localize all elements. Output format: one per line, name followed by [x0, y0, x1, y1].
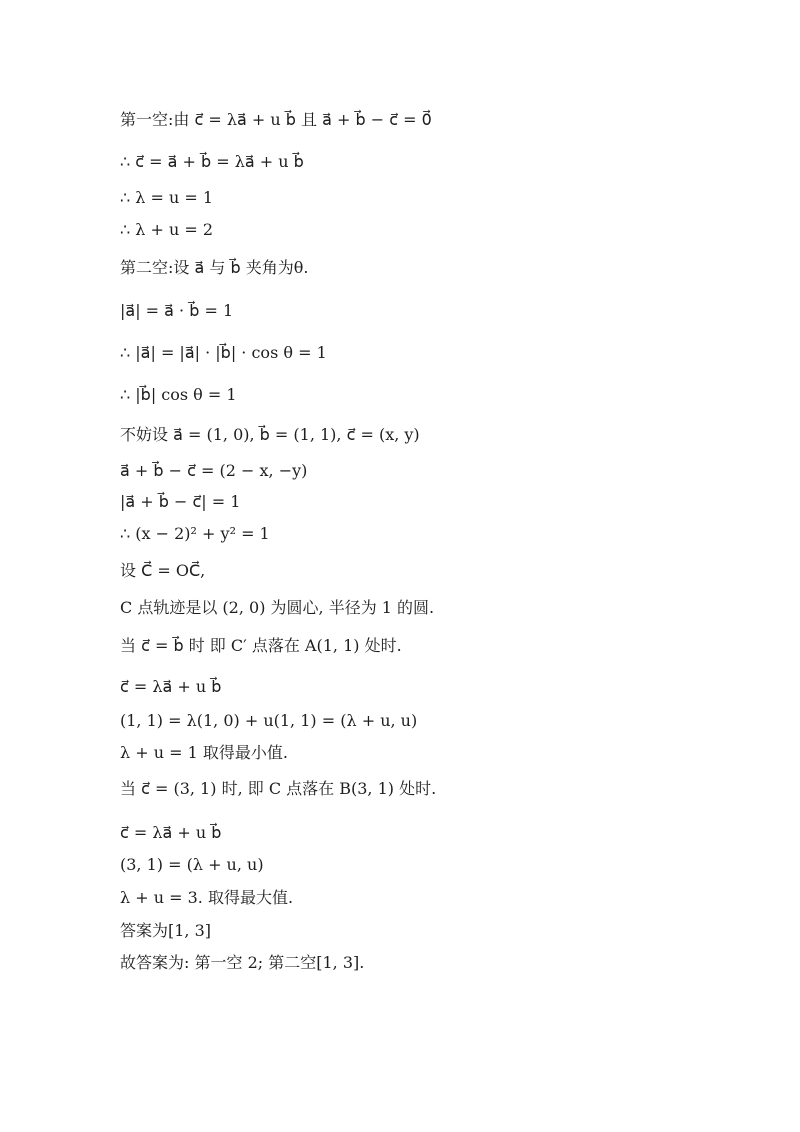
solution-line-22: λ + u = 3. 取得最大值. [120, 888, 294, 907]
solution-line-13: 设 C⃗ = OC⃗, [120, 561, 206, 580]
solution-line-18: λ + u = 1 取得最小值. [120, 743, 288, 762]
solution-line-2: ∴ c⃗ = a⃗ + b⃗ = λa⃗ + u b⃗ [120, 152, 304, 171]
solution-line-7: ∴ |a⃗| = |a⃗| · |b⃗| · cos θ = 1 [120, 343, 327, 362]
solution-line-19: 当 c⃗ = (3, 1) 时, 即 C 点落在 B(3, 1) 处时. [120, 779, 437, 798]
solution-line-9: 不妨设 a⃗ = (1, 0), b⃗ = (1, 1), c⃗ = (x, y) [120, 425, 420, 444]
solution-line-5: 第二空:设 a⃗ 与 b⃗ 夹角为θ. [120, 258, 309, 277]
solution-line-14: C 点轨迹是以 (2, 0) 为圆心, 半径为 1 的圆. [120, 598, 435, 617]
solution-line-10: a⃗ + b⃗ − c⃗ = (2 − x, −y) [120, 461, 308, 480]
solution-line-24: 故答案为: 第一空 2; 第二空[1, 3]. [120, 953, 365, 972]
solution-line-11: |a⃗ + b⃗ − c⃗| = 1 [120, 492, 241, 511]
solution-line-12: ∴ (x − 2)² + y² = 1 [120, 524, 270, 543]
solution-line-21: (3, 1) = (λ + u, u) [120, 855, 264, 874]
solution-line-20: c⃗ = λa⃗ + u b⃗ [120, 823, 222, 842]
solution-line-8: ∴ |b⃗| cos θ = 1 [120, 385, 237, 404]
solution-line-6: |a⃗| = a⃗ · b⃗ = 1 [120, 301, 234, 320]
solution-line-23: 答案为[1, 3] [120, 921, 212, 940]
solution-line-17: (1, 1) = λ(1, 0) + u(1, 1) = (λ + u, u) [120, 711, 418, 730]
solution-line-1: 第一空:由 c⃗ = λa⃗ + u b⃗ 且 a⃗ + b⃗ − c⃗ = 0⃗ [120, 110, 432, 129]
solution-line-4: ∴ λ + u = 2 [120, 220, 214, 239]
solution-line-3: ∴ λ = u = 1 [120, 188, 214, 207]
solution-line-15: 当 c⃗ = b⃗ 时 即 C′ 点落在 A(1, 1) 处时. [120, 636, 402, 655]
solution-line-16: c⃗ = λa⃗ + u b⃗ [120, 677, 222, 696]
